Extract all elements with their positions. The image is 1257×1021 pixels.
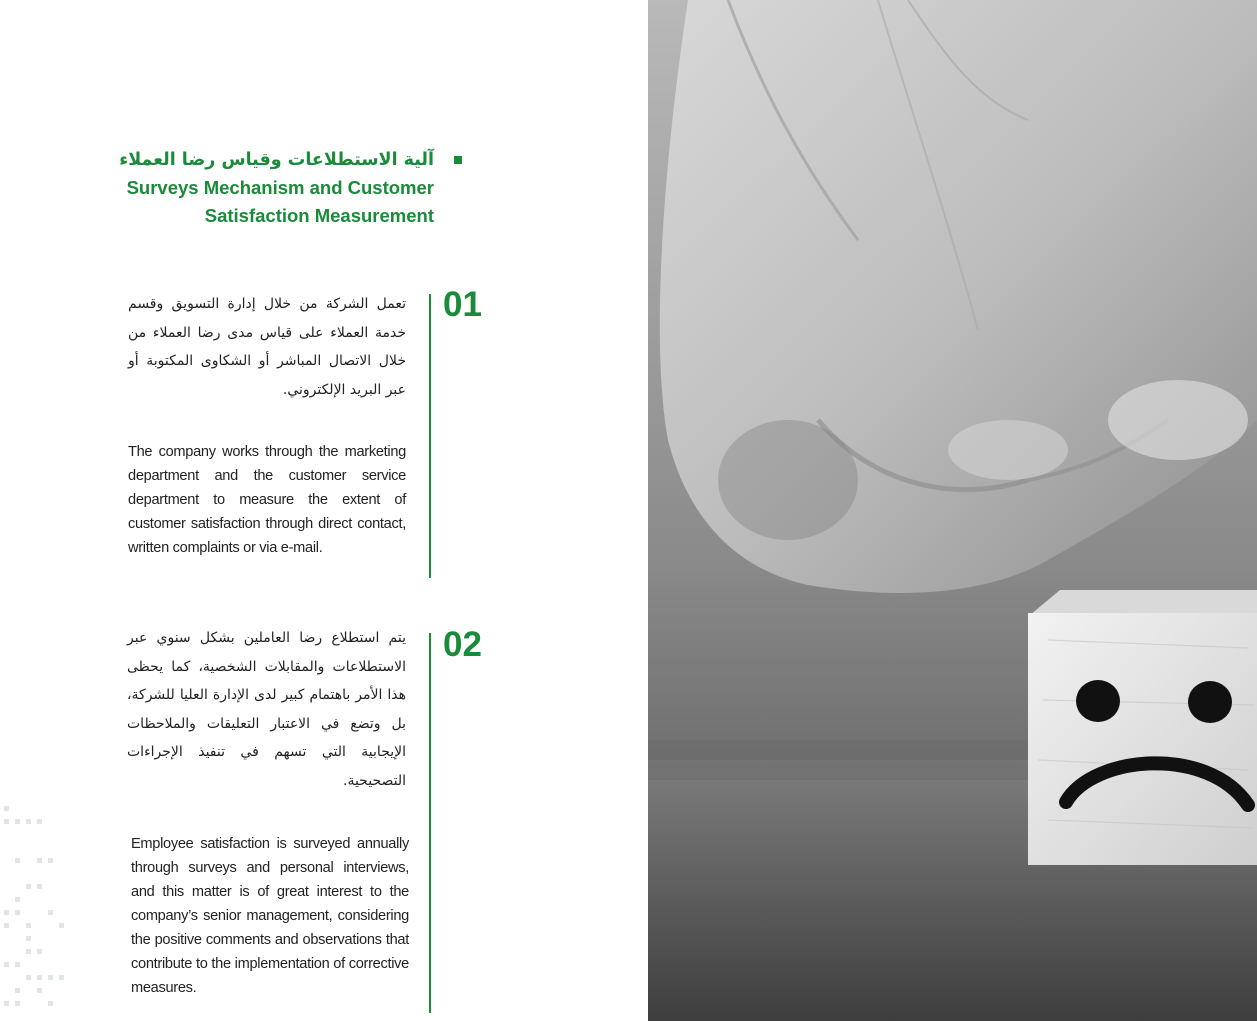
item-number: 02 — [443, 625, 482, 664]
item-number: 01 — [443, 285, 482, 324]
decorative-dot — [37, 988, 42, 993]
decorative-dot — [15, 962, 20, 967]
decorative-dot — [4, 1001, 9, 1006]
decorative-dot — [48, 1001, 53, 1006]
decorative-dot-pattern — [0, 800, 70, 1021]
decorative-dot — [15, 819, 20, 824]
item-arabic-text: يتم استطلاع رضا العاملين بشكل سنوي عبر الاستطلاعات والمقابلات الشخصية، كما يحظى هذا الأمر باهتمام كبير لدى الإدارة العليا للشركة، بل وتضع في الاعتبار التعليقات والملاحظات الإيجابية التي تسهم في تنفيذ الإجراءات التصحيحية. — [127, 630, 406, 789]
item-arabic-text: تعمل الشركة من خلال إدارة التسويق وقسم خدمة العملاء على قياس مدى رضا العملاء من خلال الاتصال المباشر أو الشكاوى المكتوبة أو عبر البريد الإلكتروني. — [128, 296, 406, 398]
decorative-dot — [26, 936, 31, 941]
decorative-dot — [4, 923, 9, 928]
decorative-dot — [59, 923, 64, 928]
decorative-dot — [26, 949, 31, 954]
decorative-dot — [37, 975, 42, 980]
green-square-bullet-icon — [454, 156, 462, 164]
decorative-dot — [15, 988, 20, 993]
heading-english-line1: Surveys Mechanism and Customer — [126, 177, 434, 198]
decorative-dot — [37, 819, 42, 824]
decorative-dot — [37, 884, 42, 889]
decorative-dot — [4, 819, 9, 824]
decorative-dot — [37, 858, 42, 863]
decorative-dot — [48, 910, 53, 915]
item-english-text: The company works through the marketing department and the customer service department to measure the extent of customer satisfaction through direct contact, written complaints or via e-mail. — [128, 444, 406, 556]
item-english-text: Employee satisfaction is surveyed annually through surveys and personal interviews, and this matter is of great interest to the company’s senior management, considering the positive comments and observations that contribute to the implementation of corrective measures. — [131, 836, 409, 996]
decorative-dot — [59, 975, 64, 980]
item-divider-line — [429, 294, 431, 578]
heading-english-line2: Satisfaction Measurement — [204, 205, 434, 226]
decorative-dot — [4, 910, 9, 915]
decorative-dot — [48, 858, 53, 863]
section-heading — [60, 146, 462, 230]
decorative-dot — [26, 923, 31, 928]
decorative-dot — [4, 962, 9, 967]
photo-hand-and-sad-face-block — [648, 0, 1257, 1021]
decorative-dot — [26, 884, 31, 889]
decorative-dot — [26, 975, 31, 980]
decorative-dot — [37, 949, 42, 954]
decorative-dot — [15, 858, 20, 863]
decorative-dot — [4, 806, 9, 811]
heading-arabic: آلية الاستطلاعات وقياس رضا العملاء — [119, 150, 434, 170]
decorative-dot — [15, 897, 20, 902]
decorative-dot — [15, 910, 20, 915]
item-divider-line — [429, 633, 431, 1013]
decorative-dot — [48, 975, 53, 980]
decorative-dot — [15, 1001, 20, 1006]
decorative-dot — [26, 819, 31, 824]
